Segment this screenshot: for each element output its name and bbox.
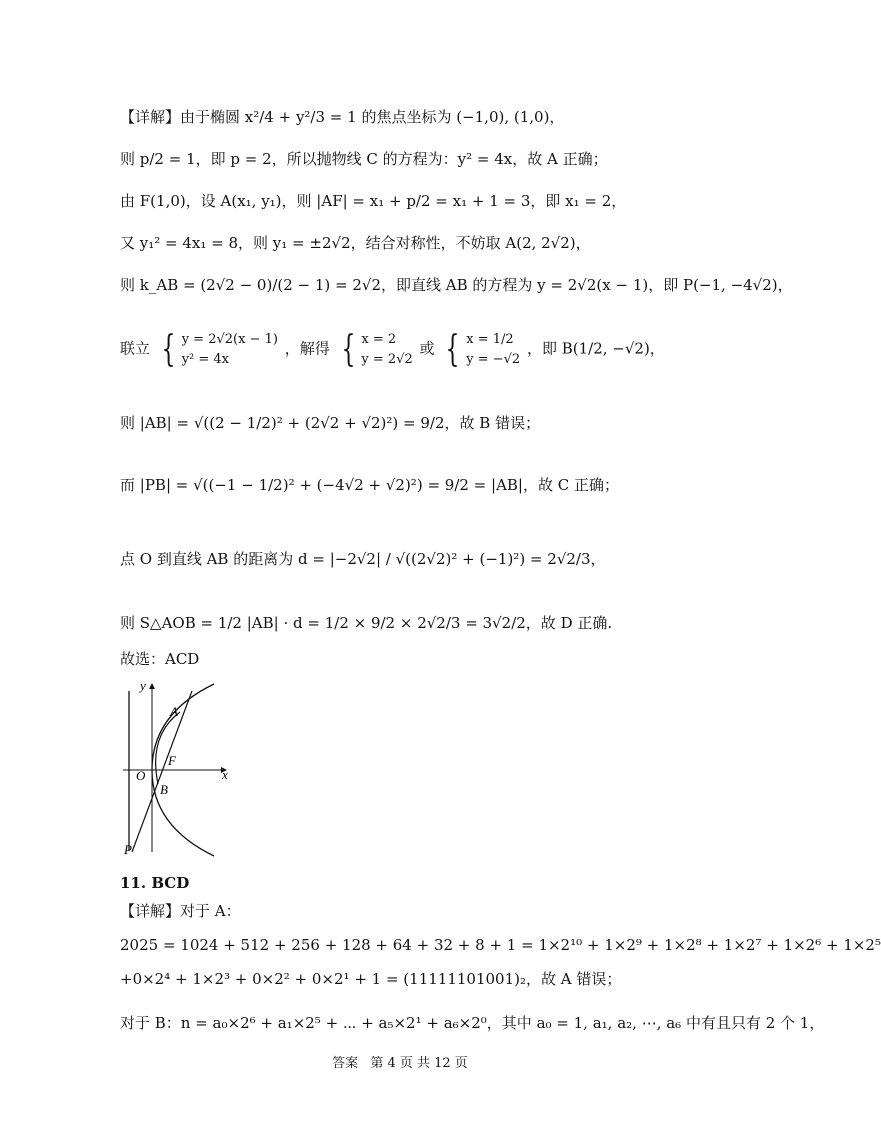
label-o: O [136,768,146,783]
line-detail-a: 【详解】对于 A： [120,902,241,920]
line-length-pb: 而 |PB| = √((−1 − 1/2)² + (−4√2 + √2)²) = 9/2 = |AB|，故 C 正确； [120,476,619,494]
jiede-label: ，解得 [284,339,330,358]
system-1-row-2: y² = 4x [181,351,230,367]
line-point-a-y: 又 y₁² = 4x₁ = 8，则 y₁ = ±2√2，结合对称性，不妨取 A(2, 2√2)， [120,234,591,252]
brace-icon: { [161,328,176,370]
line-system-solve [120,330,665,369]
solution-1-row-2: y = 2√2 [361,351,413,367]
line-point-a-x: 由 F(1,0)，设 A(x₁, y₁)，则 |AF| = x₁ + p/2 = x₁ + 1 = 3，即 x₁ = 2， [120,192,627,210]
line-slope-ab: 则 k_AB = (2√2 − 0)/(2 − 1) = 2√2，即直线 AB 的方程为 y = 2√2(x − 1)，即 P(−1, −4√2)， [120,276,793,294]
lianli-label: 联立 [120,339,151,358]
footer-page-number: 第 4 页 共 12 页 [370,1056,468,1071]
brace-icon: { [341,328,355,370]
footer-answer: 答案 [332,1056,359,1071]
line-ellipse-foci: 【详解】由于椭圆 x²/4 + y²/3 = 1 的焦点坐标为 (−1,0), (1,0)， [120,108,565,126]
parabola-figure [118,676,238,856]
page-footer [0,1052,800,1071]
point-b-text: ，即 B(1/2, −√2)， [526,339,665,358]
label-b: B [160,782,168,797]
line-binary-1: 2025 = 1024 + 512 + 256 + 128 + 64 + 32 + 8 + 1 = 1×2¹⁰ + 1×2⁹ + 1×2⁸ + 1×2⁷ + 1×2⁶ + 1×2⁵ [120,936,881,954]
label-a: A [170,704,178,719]
label-x: x [222,767,228,782]
or-label: 或 [419,339,435,358]
label-y: y [140,678,146,693]
system-solution-2 [441,330,520,369]
line-length-ab: 则 |AB| = √((2 − 1/2)² + (2√2 + √2)²) = 9/2，故 B 错误； [120,414,541,432]
solution-2-row-2: y = −√2 [466,351,521,367]
line-distance-o-ab: 点 O 到直线 AB 的距离为 d = |−2√2| / √((2√2)² + (−1)²) = 2√2/3， [120,550,606,568]
line-binary-2: +0×2⁴ + 1×2³ + 0×2² + 0×2¹ + 1 = (11111101001)₂，故 A 错误； [120,970,622,988]
line-detail-b: 对于 B：n = a₀×2⁶ + a₁×2⁵ + ⋯ + a₅×2¹ + a₆×2⁰，其中 a₀ = 1, a₁, a₂, ⋯, a₆ 中有且只有 2 个 1， [120,1014,825,1032]
solution-1-row-1: x = 2 [361,332,397,347]
system-1-row-1: y = 2√2(x − 1) [181,332,278,347]
system-equations-1 [157,330,278,369]
system-solution-1 [337,330,413,369]
label-p: P [124,842,132,857]
brace-icon: { [445,328,460,370]
label-f: F [168,753,176,768]
solution-2-row-1: x = 1/2 [466,332,514,347]
chord-curve [156,712,180,784]
line-parabola-equation: 则 p/2 = 1，即 p = 2，所以抛物线 C 的方程为：y² = 4x，故 A 正确； [120,150,608,168]
line-question-11: 11. BCD [120,874,190,892]
line-answer-acd: 故选：ACD [120,650,200,668]
line-area-aob: 则 S△AOB = 1/2 |AB| · d = 1/2 × 9/2 × 2√2/3 = 3√2/2，故 D 正确. [120,614,613,632]
